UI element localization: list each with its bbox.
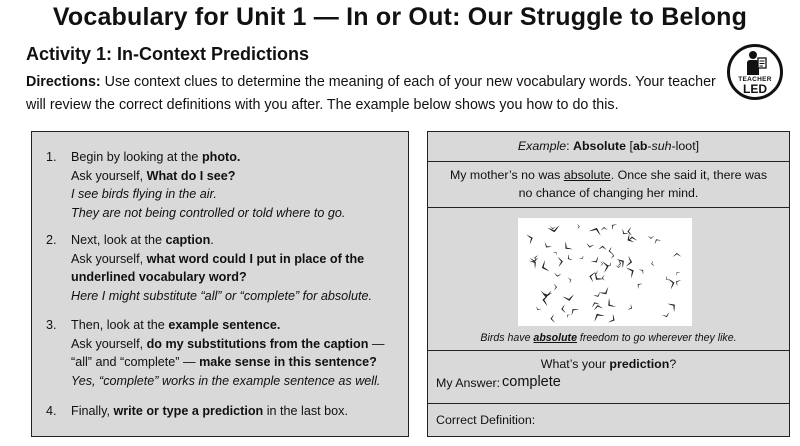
bird-shape xyxy=(554,284,558,291)
my-answer-field[interactable]: complete xyxy=(502,374,561,390)
step-text: Next, look at the xyxy=(71,233,166,247)
bird-shape xyxy=(553,250,559,255)
photo-row xyxy=(428,207,789,350)
bird-shape xyxy=(608,247,613,255)
bird-shape xyxy=(568,277,572,284)
bird-shape xyxy=(550,314,555,323)
bird-shape xyxy=(529,258,539,269)
bird-shape xyxy=(616,256,626,268)
correct-definition-label: Correct Definition: xyxy=(436,413,536,427)
bird-shape xyxy=(638,267,645,274)
directions-text: Use context clues to determine the meaning of each of your new vocabulary words. Your teacher will review the correct definitions with you after. The example below shows you how to do this. xyxy=(26,74,716,113)
bird-shape xyxy=(589,226,603,236)
bird-shape xyxy=(540,260,550,274)
bird-shape xyxy=(592,311,605,322)
bird-shape xyxy=(626,265,636,278)
step-bold: what word could I put in place of the underlined vocabulary word? xyxy=(71,251,365,285)
bird-shape xyxy=(602,275,605,281)
bird-shape xyxy=(668,277,676,289)
bird-shape xyxy=(600,227,607,231)
birds-photo xyxy=(518,218,692,326)
bird-shape xyxy=(554,273,562,278)
bird-shape xyxy=(543,242,552,250)
bird-shape xyxy=(588,271,595,282)
caption-text: Birds have xyxy=(480,332,534,344)
bird-shape xyxy=(586,243,595,248)
sentence-vocab: absolute xyxy=(563,168,611,182)
step-number: 4. xyxy=(46,404,57,418)
example-label: Example xyxy=(517,139,567,153)
step-text: Ask yourself, xyxy=(71,336,147,351)
pronunciation-open: [ xyxy=(626,139,633,153)
correct-definition-row[interactable] xyxy=(428,403,789,437)
step-text: Ask yourself, xyxy=(71,168,147,183)
bird-shape xyxy=(569,306,579,316)
sentence-text: My mother’s no was xyxy=(449,168,564,182)
teacher-icon xyxy=(744,50,768,76)
bird-shape xyxy=(598,246,606,250)
step-bold: do my substitutions from the caption xyxy=(146,336,369,351)
bird-shape xyxy=(608,314,617,325)
bird-shape xyxy=(610,222,618,230)
bird-shape xyxy=(565,313,570,319)
teacher-led-badge xyxy=(727,44,783,100)
prediction-text: What’s your xyxy=(540,357,610,371)
step-text: Begin by looking at the xyxy=(71,150,202,164)
caption-vocab: absolute xyxy=(533,332,577,344)
bird-shape xyxy=(605,298,616,310)
bird-shape xyxy=(579,255,585,260)
step-bold: caption xyxy=(165,233,211,247)
bird-shape xyxy=(673,253,682,257)
bird-shape xyxy=(591,256,601,265)
bird-shape xyxy=(599,287,611,297)
bird-shape xyxy=(561,304,566,313)
vocab-word: Absolute xyxy=(573,139,627,153)
bird-shape xyxy=(593,304,603,310)
step-number: 2. xyxy=(46,233,57,247)
bird-shape xyxy=(526,233,534,245)
directions xyxy=(26,71,726,117)
bird-shape xyxy=(547,225,560,233)
bird-shape xyxy=(600,261,603,266)
step-example: Here I might substitute “all” or “complete” for absolute. xyxy=(71,288,372,303)
bird-shape xyxy=(562,241,573,252)
step-bold: example sentence. xyxy=(168,318,281,332)
bird-shape xyxy=(563,294,576,302)
bird-shape xyxy=(664,276,669,282)
step-number: 3. xyxy=(46,318,57,332)
step-text: Finally, xyxy=(71,404,114,418)
prediction-row xyxy=(428,350,789,403)
step-text: . xyxy=(210,233,214,247)
bird-shape xyxy=(535,306,541,311)
example-word-row xyxy=(428,132,789,161)
badge-label-top: TEACHER xyxy=(738,76,772,83)
my-answer-label: My Answer: xyxy=(436,376,501,390)
bird-shape xyxy=(667,300,678,312)
sentence-text: . Once she said it, there was no chance of changing her mind. xyxy=(518,168,768,200)
directions-label: Directions: xyxy=(26,74,101,90)
prediction-question xyxy=(428,357,789,371)
step-text: — “all” and “complete” — xyxy=(71,336,385,370)
bird-shape xyxy=(620,229,629,237)
bird-shape xyxy=(651,261,655,267)
bird-shape xyxy=(662,312,671,318)
pronunciation-end: -loot] xyxy=(671,139,700,153)
bird-shape xyxy=(635,281,642,289)
bird-shape xyxy=(627,227,632,236)
bird-shape xyxy=(611,252,615,259)
pronunciation-stress: ab xyxy=(632,139,648,153)
step-bold: make sense in this sentence? xyxy=(199,355,377,370)
example-sentence xyxy=(428,161,789,207)
step-text: in the last box. xyxy=(263,404,348,418)
instructions-panel xyxy=(31,131,409,437)
badge-label-bottom: LED xyxy=(743,82,767,96)
bird-shape xyxy=(602,260,610,273)
bird-shape xyxy=(577,224,580,230)
step-example: Yes, “complete” works in the example sentence as well. xyxy=(71,373,381,388)
step-text: Ask yourself, xyxy=(71,251,147,266)
step-example: I see birds flying in the air. xyxy=(71,187,217,202)
pronunciation-light: suh xyxy=(651,139,672,153)
prediction-bold: prediction xyxy=(609,357,670,371)
bird-shape xyxy=(566,254,573,262)
step-bold: write or type a prediction xyxy=(113,404,264,418)
step-text: Then, look at the xyxy=(71,318,169,332)
bird-shape xyxy=(675,271,681,276)
prediction-text: ? xyxy=(669,357,677,371)
step-bold: What do I see? xyxy=(146,168,236,183)
bird-shape xyxy=(626,256,633,268)
example-colon: : xyxy=(566,139,574,153)
step-example: They are not being controlled or told where to go. xyxy=(71,205,346,220)
activity-heading: Activity 1: In-Context Predictions xyxy=(26,44,310,64)
page-title: Vocabulary for Unit 1 — In or Out: Our Struggle to Belong xyxy=(52,3,748,31)
bird-shape xyxy=(558,256,564,267)
step-bold: photo. xyxy=(201,150,241,164)
pronunciation-dash: - xyxy=(647,139,652,153)
bird-shape xyxy=(628,304,634,312)
step-number: 1. xyxy=(46,150,57,164)
caption-text: freedom to go wherever they like. xyxy=(576,332,737,344)
bird-shape xyxy=(653,237,662,244)
bird-shape xyxy=(648,236,654,239)
bird-shape xyxy=(674,278,681,286)
example-panel xyxy=(427,131,790,437)
photo-caption xyxy=(428,332,789,344)
